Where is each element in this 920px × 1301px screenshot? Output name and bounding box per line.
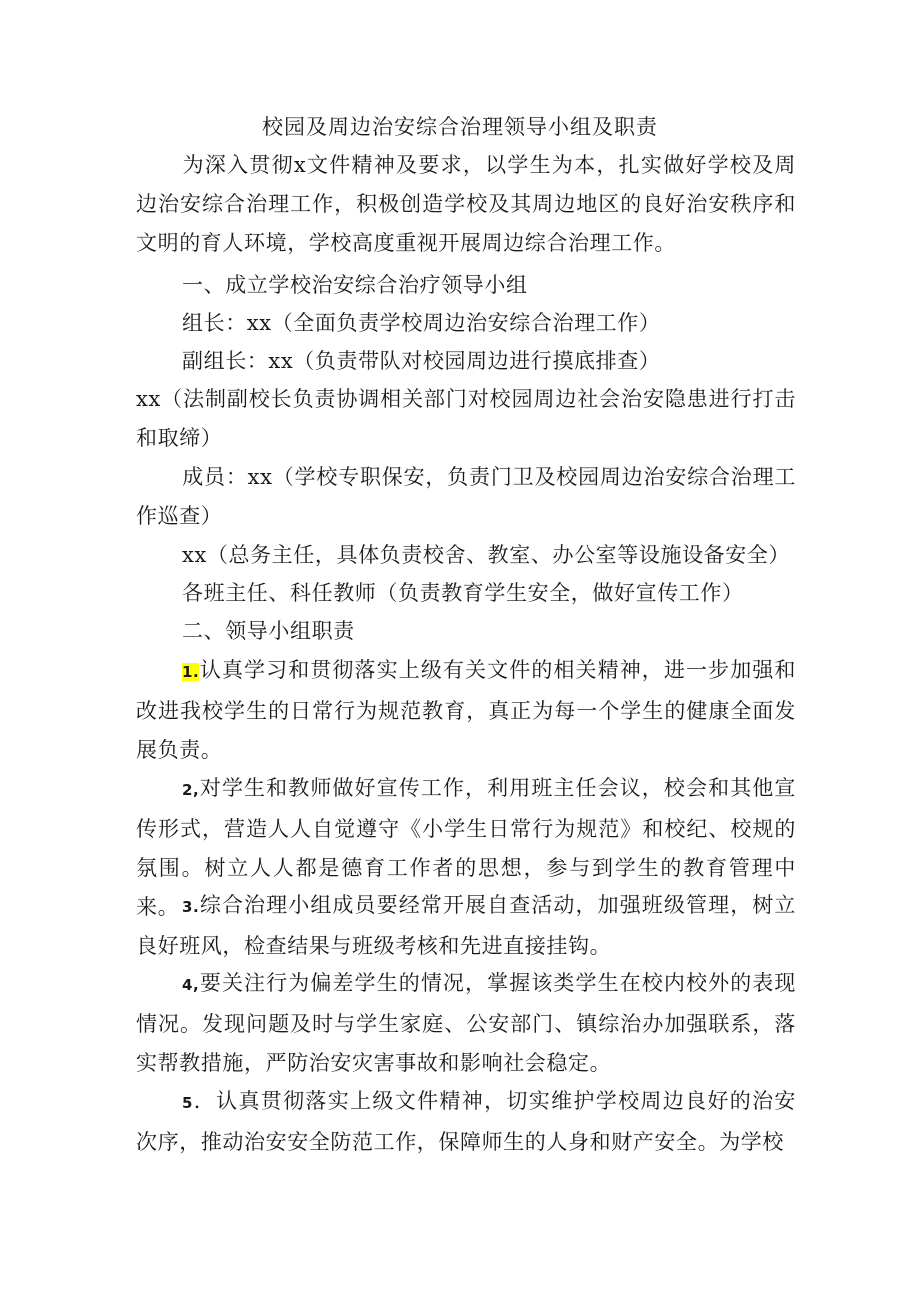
section-heading-2: 二、领导小组职责: [182, 619, 355, 643]
member-staff: 成员：xx（学校专职保安，负责门卫及校园周边治安综合治理工作巡查）: [136, 465, 796, 528]
duty-item-5: 5．认真贯彻落实上级文件精神，切实维护学校周边良好的治安次序，推动治安安全防范工作，保障师生的人身和财产安全。为学校: [136, 1089, 796, 1154]
document-title: 校园及周边治安综合治理领导小组及职责: [262, 115, 658, 139]
member-teachers: 各班主任、科任教师（负责教育学生安全，做好宣传工作）: [182, 581, 744, 605]
section-heading-1: 一、成立学校治安综合治疗领导小组: [182, 273, 528, 297]
member-general-affairs: xx（总务主任，具体负责校舍、教室、办公室等设施设备安全）: [182, 543, 791, 567]
duty-item-4: 4,要关注行为偏差学生的情况，掌握该类学生在校内校外的表现情况。发现问题及时与学生家庭、公安部门、镇综治办加强联系，落实帮教措施，严防治安灾害事故和影响社会稳定。: [136, 971, 796, 1075]
duty-number: 5: [182, 1094, 194, 1112]
duty-item-3: 3.综合治理小组成员要经常开展自查活动，加强班级管理，树立良好班风，检查结果与班级考核和先进直接挂钩。: [136, 893, 796, 958]
duty-number: 4,: [182, 976, 200, 994]
intro-paragraph: 为深入贯彻x文件精神及要求，以学生为本，扎实做好学校及周边治安综合治理工作，积极创造学校及其周边地区的良好治安秩序和文明的育人环境，学校高度重视开展周边综合治理工作。: [136, 153, 796, 255]
member-deputy: 副组长：xx（负责带队对校园周边进行摸底排查）: [182, 349, 661, 373]
duty-number: 1.: [182, 663, 200, 681]
member-legal-vice-principal: xx（法制副校长负责协调相关部门对校园周边社会治安隐患进行打击和取缔）: [136, 387, 796, 450]
member-leader: 组长：xx（全面负责学校周边治安综合治理工作）: [182, 311, 661, 335]
duty-number: 3.: [182, 898, 200, 916]
duty-item-1: 1.认真学习和贯彻落实上级有关文件的相关精神，进一步加强和改进我校学生的日常行为规范教育，真正为每一个学生的健康全面发展负责。: [136, 658, 796, 762]
duty-item-2: 2,对学生和教师做好宣传工作，利用班主任会议，校会和其他宣传形式，营造人人自觉遵守《小学生日常行为规范》和校纪、校规的氛围。树立人人都是德育工作者的思想，参与到学生的教育管理中来。: [136, 776, 796, 919]
duty-number: 2,: [182, 781, 200, 799]
